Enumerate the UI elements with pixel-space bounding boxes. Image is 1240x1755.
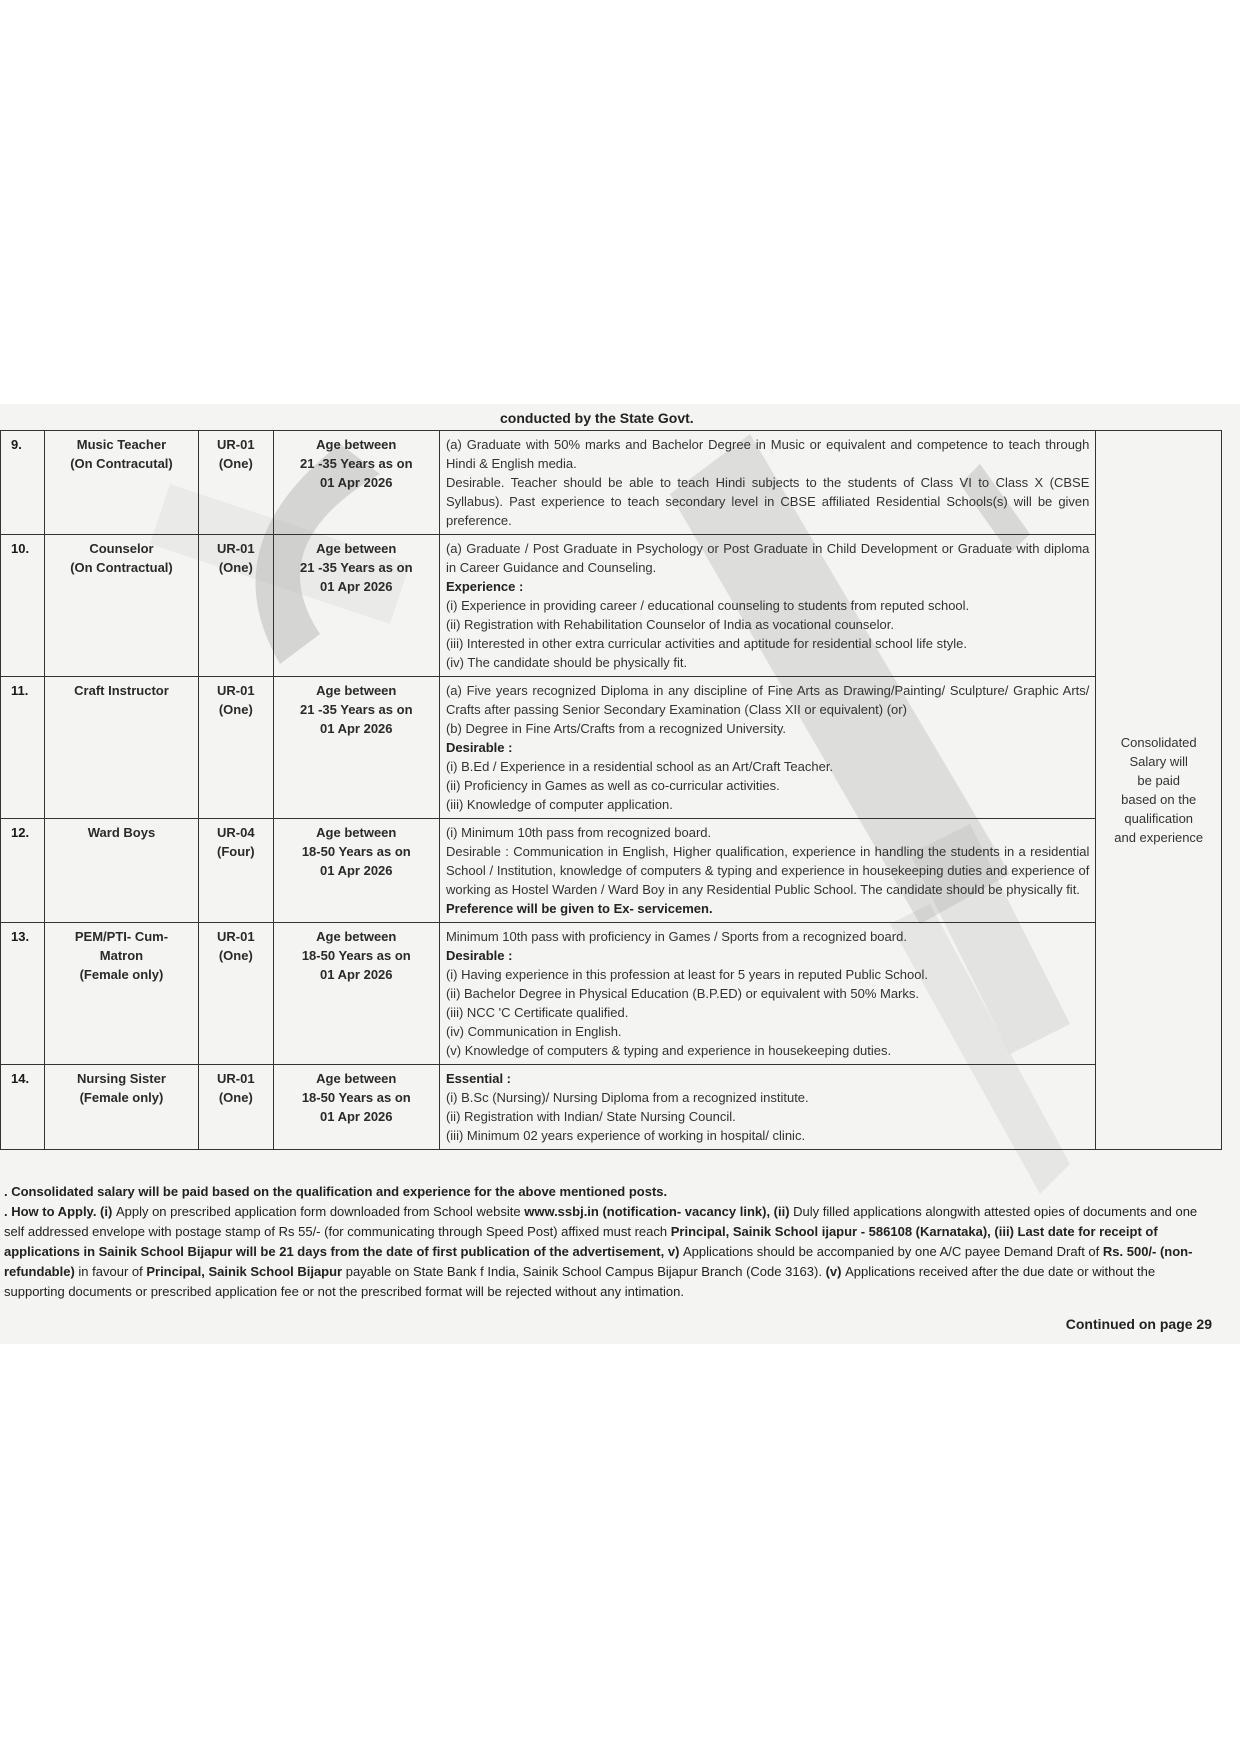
table-row <box>1 923 1222 1065</box>
qualification-line: Essential : <box>445 1071 511 1086</box>
qualification-line: (ii) Registration with Indian/ State Nursing Council. <box>445 1109 736 1124</box>
vacancy-count: UR-01 (One) <box>199 535 274 677</box>
age-limit: Age between 21 -35 Years as on 01 Apr 2026 <box>273 535 439 677</box>
table-caption: conducted by the State Govt. <box>500 410 694 426</box>
notes-block <box>4 1182 1218 1302</box>
qualification-line: (ii) Registration with Rehabilitation Counselor of India as vocational counselor. <box>445 617 894 632</box>
table-row <box>1 1065 1222 1150</box>
post-name: Ward Boys <box>44 819 198 923</box>
qualification-line: Preference will be given to Ex- servicemen. <box>445 901 713 916</box>
how-to-apply-segment: (v) <box>825 1264 846 1279</box>
how-to-apply-segment: payable on State Bank f India, Sainik School Campus Bijapur Branch (Code 3163). <box>345 1264 826 1279</box>
vacancy-count: UR-01 (One) <box>199 923 274 1065</box>
continued-on-page: Continued on page 29 <box>1065 1316 1212 1332</box>
post-name: Craft Instructor <box>44 677 198 819</box>
qualification-line: (ii) Bachelor Degree in Physical Education (B.P.ED) or equivalent with 50% Marks. <box>445 986 919 1001</box>
consolidated-salary-note: . Consolidated salary will be paid based on the qualification and experience for the above mentioned posts. <box>4 1184 668 1199</box>
how-to-apply-segment: Principal, Sainik School ijapur - 586108 (Karnataka), (iii) Last date for receipt of applications in Sainik School Bijapur will be 21 days from the date of first publication of the advertisement, v) <box>4 1224 1158 1259</box>
qualification-line: Desirable : <box>445 740 513 755</box>
serial-number: 9. <box>1 431 45 535</box>
age-limit: Age between 18-50 Years as on 01 Apr 2026 <box>273 1065 439 1150</box>
table-row <box>1 431 1222 535</box>
qualification-line: (a) Five years recognized Diploma in any discipline of Fine Arts as Drawing/Painting/ Sculpture/ Graphic Arts/ Crafts after passing Senior Secondary Examination (Class XII or equivalent) (or) <box>445 683 1090 717</box>
post-name: Counselor (On Contractual) <box>44 535 198 677</box>
qualification-line: (iii) Interested in other extra curricular activities and aptitude for residential school life style. <box>445 636 967 651</box>
how-to-apply-segment: Rs. 500/- (non- refundable) <box>4 1244 1193 1279</box>
post-name: PEM/PTI- Cum- Matron (Female only) <box>44 923 198 1065</box>
table-row <box>1 535 1222 677</box>
qualification-line: Desirable. Teacher should be able to teach Hindi subjects to the students of Class VI to Class X (CBSE Syllabus). Past experience to teach secondary level in CBSE affiliated Residential Schools(s) will be given preference. <box>445 475 1090 528</box>
post-name: Nursing Sister (Female only) <box>44 1065 198 1150</box>
how-to-apply-note <box>4 1202 1218 1302</box>
serial-number: 13. <box>1 923 45 1065</box>
qualification-line: (iv) The candidate should be physically fit. <box>445 655 688 670</box>
age-limit: Age between 21 -35 Years as on 01 Apr 2026 <box>273 431 439 535</box>
serial-number: 10. <box>1 535 45 677</box>
how-to-apply-segment: Apply on prescribed application form downloaded from School website <box>115 1204 525 1219</box>
qualification-line: (i) Minimum 10th pass from recognized board. <box>445 825 712 840</box>
qualification-line: (i) Experience in providing career / educational counseling to students from reputed school. <box>445 598 970 613</box>
scanned-notice <box>0 404 1240 1344</box>
how-to-apply-segment: in favour of <box>78 1264 147 1279</box>
age-limit: Age between 21 -35 Years as on 01 Apr 2026 <box>273 677 439 819</box>
serial-number: 12. <box>1 819 45 923</box>
how-to-apply-segment: www.ssbj.in (notification- vacancy link), (ii) <box>524 1204 794 1219</box>
age-limit: Age between 18-50 Years as on 01 Apr 2026 <box>273 923 439 1065</box>
qualification-cell <box>439 819 1095 923</box>
salary-note: Consolidated Salary will be paid based on the qualification and experience <box>1096 431 1222 1150</box>
qualification-line: (iii) NCC 'C Certificate qualified. <box>445 1005 629 1020</box>
qualification-line: (a) Graduate with 50% marks and Bachelor Degree in Music or equivalent and competence to teach through Hindi & English media. <box>445 437 1090 471</box>
table-row <box>1 819 1222 923</box>
how-to-apply-segment: Applications received after the due date or without the supporting documents or prescribed application fee or not the prescribed format will be rejected without any intimation. <box>4 1264 1156 1299</box>
table-row <box>1 677 1222 819</box>
vacancy-count: UR-04 (Four) <box>199 819 274 923</box>
qualification-line: (a) Graduate / Post Graduate in Psychology or Post Graduate in Child Development or Graduate with diploma in Career Guidance and Counseling. <box>445 541 1090 575</box>
qualification-line: (iv) Communication in English. <box>445 1024 622 1039</box>
qualification-line: (iii) Minimum 02 years experience of working in hospital/ clinic. <box>445 1128 806 1143</box>
qualification-line: Desirable : <box>445 948 513 963</box>
qualification-line: (i) B.Ed / Experience in a residential school as an Art/Craft Teacher. <box>445 759 834 774</box>
qualification-cell <box>439 677 1095 819</box>
qualification-line: (i) B.Sc (Nursing)/ Nursing Diploma from a recognized institute. <box>445 1090 809 1105</box>
vacancy-count: UR-01 (One) <box>199 1065 274 1150</box>
how-to-apply-segment: Principal, Sainik School Bijapur <box>146 1264 346 1279</box>
how-to-apply-segment: Duly filled applications alongwith attested opies of documents and one self addressed envelope with postage stamp of Rs 55/- (for communicating through Speed Post) affixed must reach <box>4 1204 1198 1239</box>
how-to-apply-segment: . How to Apply. (i) <box>4 1204 116 1219</box>
age-limit: Age between 18-50 Years as on 01 Apr 2026 <box>273 819 439 923</box>
qualification-line: (iii) Knowledge of computer application. <box>445 797 673 812</box>
qualification-line: Experience : <box>445 579 524 594</box>
qualification-cell <box>439 923 1095 1065</box>
qualification-line: (ii) Proficiency in Games as well as co-curricular activities. <box>445 778 780 793</box>
qualification-cell <box>439 1065 1095 1150</box>
qualification-line: (b) Degree in Fine Arts/Crafts from a recognized University. <box>445 721 787 736</box>
vacancy-table <box>0 430 1222 1150</box>
qualification-cell <box>439 431 1095 535</box>
vacancy-count: UR-01 (One) <box>199 431 274 535</box>
qualification-line: Minimum 10th pass with proficiency in Games / Sports from a recognized board. <box>445 929 907 944</box>
qualification-line: (v) Knowledge of computers & typing and experience in housekeeping duties. <box>445 1043 892 1058</box>
qualification-line: Desirable : Communication in English, Higher qualification, experience in handling the students in a residential School / Institution, knowledge of computers & typing and experience in housekeeping duties and experience of working as Hostel Warden / Ward Boy in any Residential Public School. The candidate should be physically fit. <box>445 844 1090 897</box>
serial-number: 14. <box>1 1065 45 1150</box>
how-to-apply-segment: Applications should be accompanied by one A/C payee Demand Draft of <box>683 1244 1103 1259</box>
serial-number: 11. <box>1 677 45 819</box>
post-name: Music Teacher (On Contracutal) <box>44 431 198 535</box>
qualification-line: (i) Having experience in this profession at least for 5 years in reputed Public School. <box>445 967 928 982</box>
qualification-cell <box>439 535 1095 677</box>
vacancy-count: UR-01 (One) <box>199 677 274 819</box>
